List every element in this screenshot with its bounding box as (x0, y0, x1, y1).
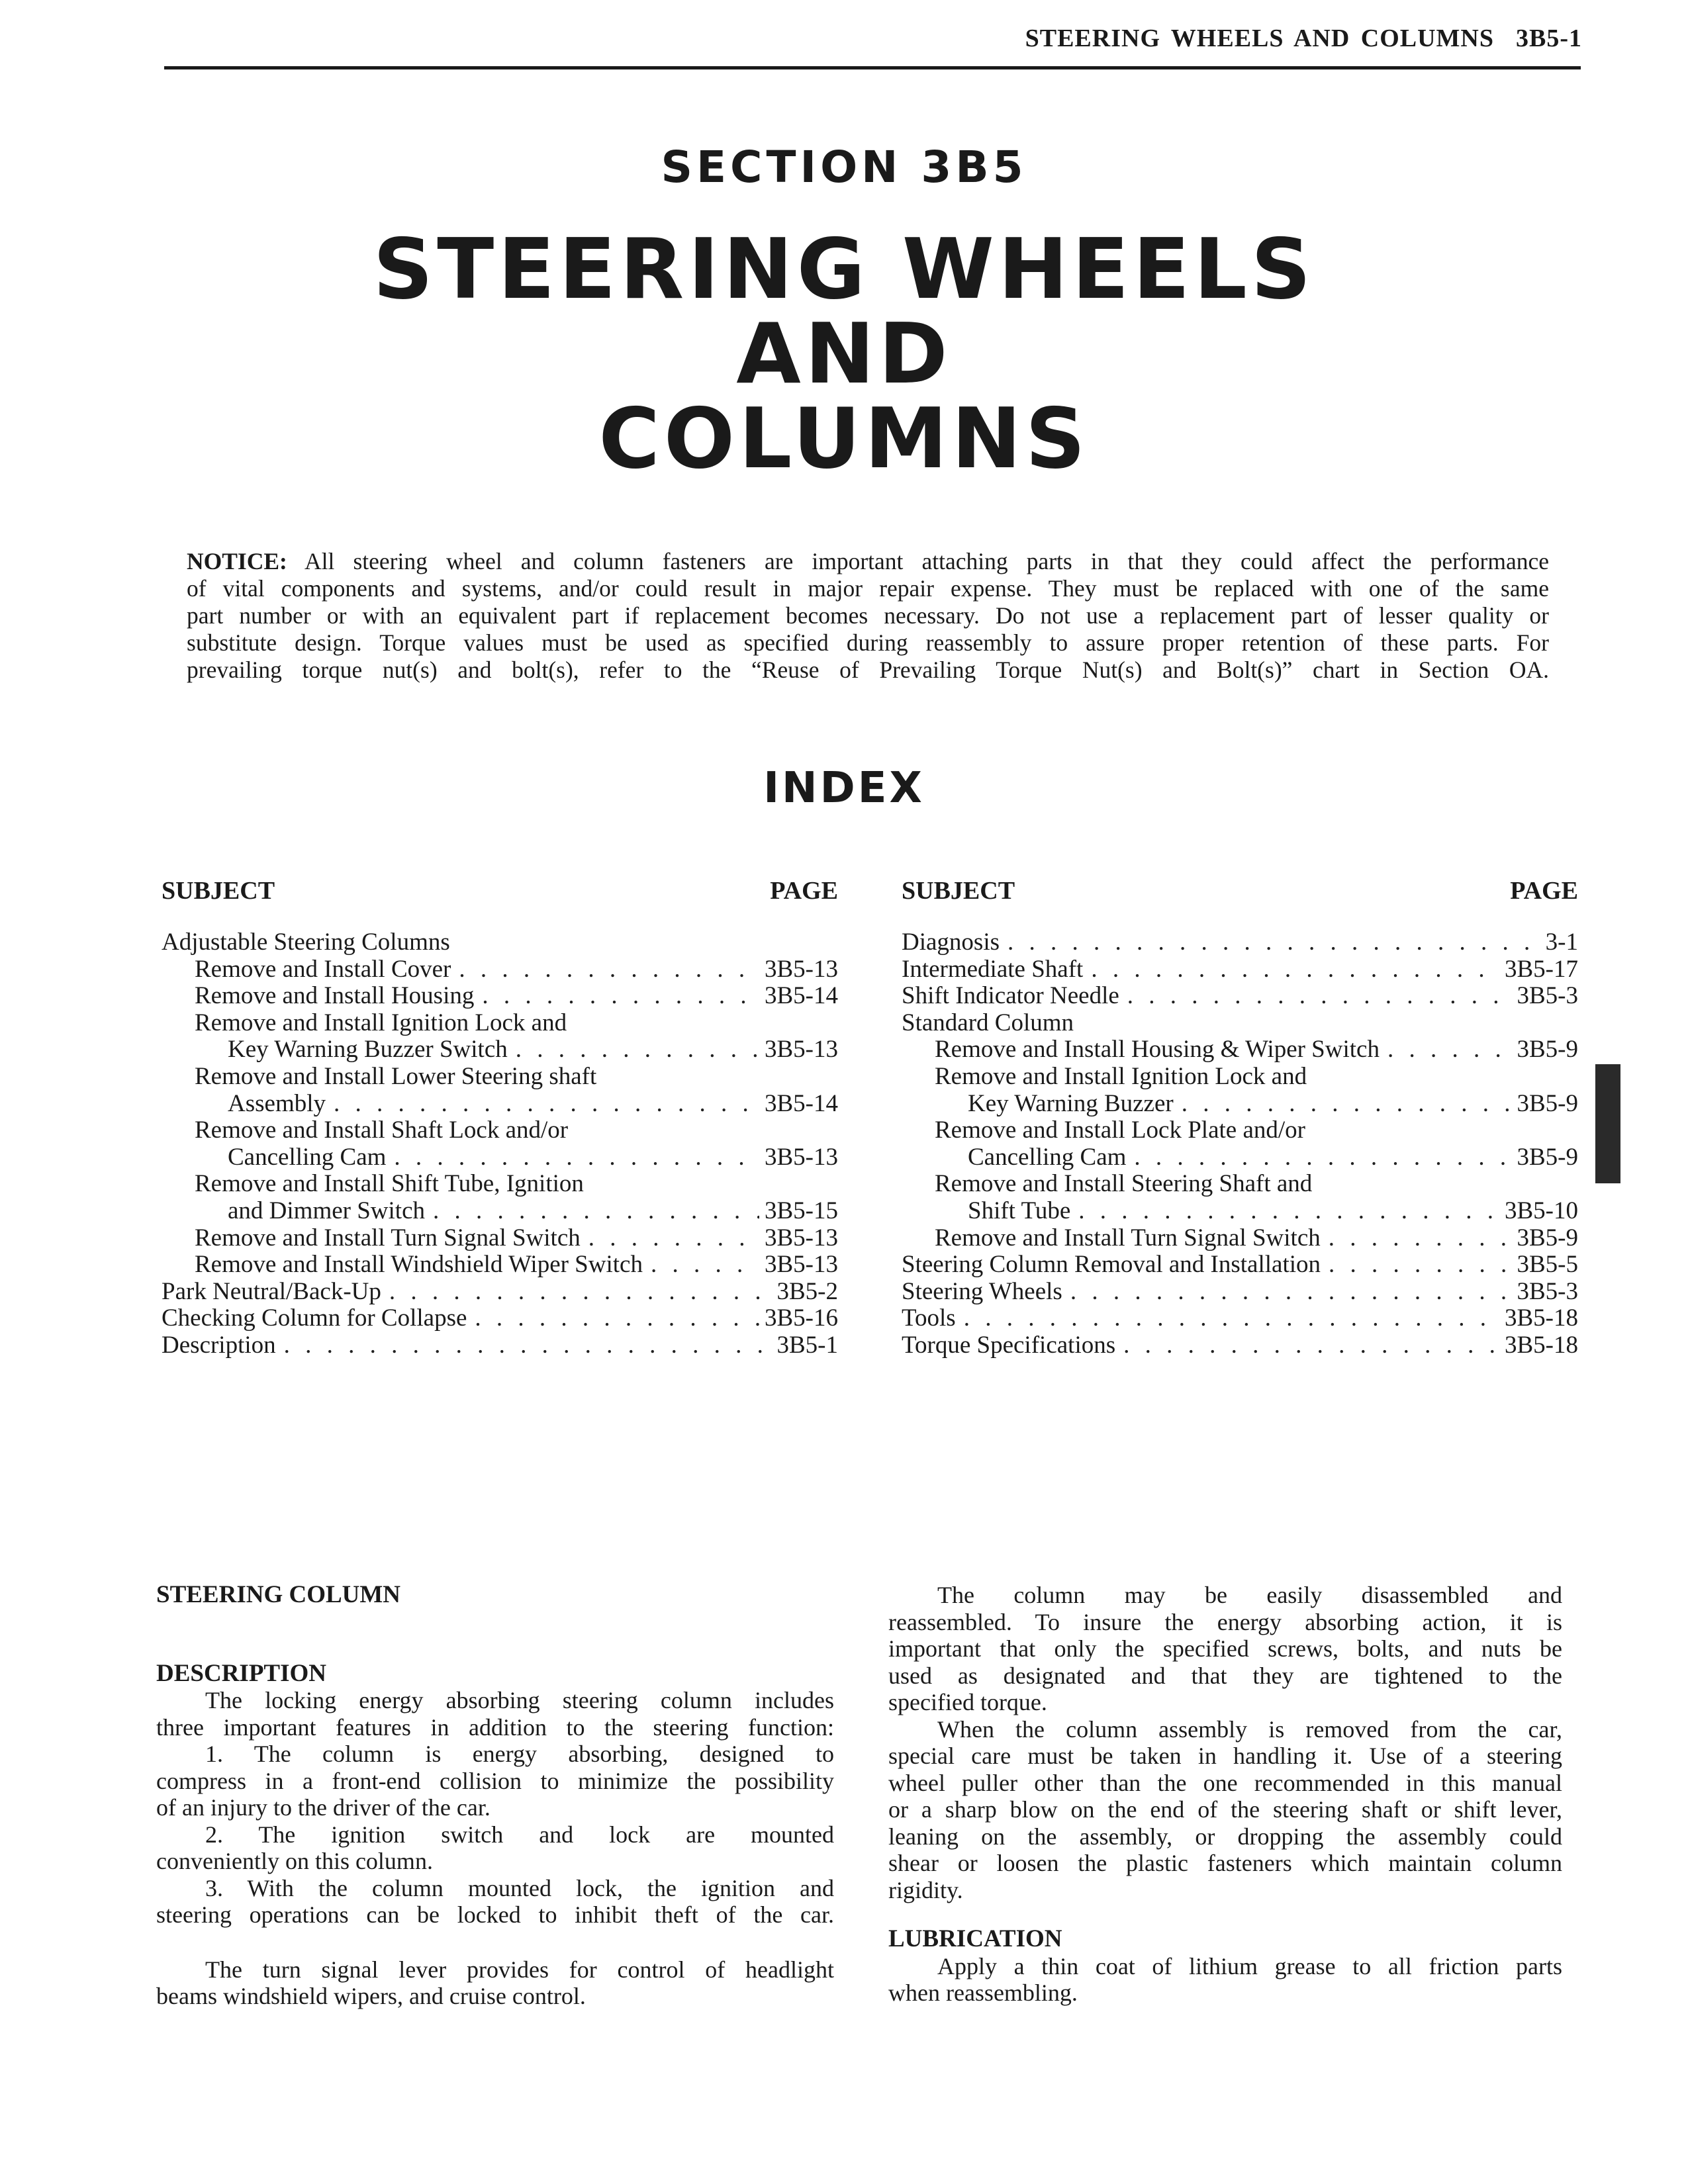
dot-leader (1115, 1332, 1499, 1359)
dot-leader (1062, 1279, 1512, 1306)
index-entry-page: 3B5-13 (765, 1224, 838, 1251)
index-entry-page: 3B5-5 (1517, 1251, 1578, 1279)
index-entry-page: 3B5-14 (765, 1089, 838, 1117)
index-entry-page: 3B5-3 (1517, 1277, 1578, 1305)
body-line: leaning on the assembly, or dropping the assembly could (888, 1823, 1562, 1850)
index-entry-page: 3B5-13 (765, 1143, 838, 1171)
index-entry-page: 3B5-17 (1505, 955, 1578, 983)
index-entry-page: 3B5-1 (776, 1331, 838, 1359)
dot-leader (1126, 1144, 1511, 1171)
index-entry-subject: Remove and Install Windshield Wiper Switch (195, 1251, 643, 1279)
index-entry-subject: Remove and Install Housing (195, 982, 475, 1010)
body-line: rigidity. (888, 1876, 963, 1903)
body-line: three important features in addition to the steering function: (156, 1713, 834, 1741)
index-entry-subject: Adjustable Steering Columns (162, 929, 450, 956)
index-entry-subject: Steering Wheels (902, 1277, 1062, 1305)
index-entry-subject: Key Warning Buzzer Switch (228, 1036, 508, 1064)
index-entry-subject: Remove and Install Lower Steering shaft (195, 1062, 597, 1090)
running-title: STEERING WHEELS AND COLUMNS (1025, 24, 1494, 52)
notice-line: All steering wheel and column fasteners are important attaching parts in that they could affect the performance (305, 548, 1550, 574)
index-entry-subject: Remove and Install Ignition Lock and (195, 1009, 567, 1036)
body-line: used as designated and that they are tightened to the (888, 1662, 1562, 1689)
index-entry (162, 1225, 838, 1252)
description-heading: DESCRIPTION (156, 1659, 326, 1687)
index-entry (162, 1117, 838, 1144)
body-line: wheel puller other than the one recommended in this manual (888, 1769, 1562, 1796)
index-entry (902, 1198, 1578, 1225)
index-entry (902, 1144, 1578, 1171)
index-entry (902, 983, 1578, 1010)
dot-leader (508, 1036, 759, 1064)
index-entry-page: 3B5-2 (776, 1277, 838, 1305)
index-entry (162, 1279, 838, 1306)
body-line: when reassembling. (888, 1979, 1078, 2006)
index-entry-subject: Tools (902, 1304, 956, 1332)
index-entry (162, 1091, 838, 1118)
index-entry-subject: Remove and Install Cover (195, 955, 451, 983)
index-entry-page: 3B5-15 (765, 1197, 838, 1224)
subject-label: SUBJECT (902, 877, 1015, 905)
body-line: When the column assembly is removed from the car, (937, 1715, 1562, 1743)
index-entry (902, 1036, 1578, 1064)
dot-leader (1070, 1198, 1499, 1225)
dot-leader (1321, 1225, 1512, 1252)
header-rule (164, 66, 1581, 69)
index-entry (162, 1036, 838, 1064)
dot-leader (474, 983, 759, 1010)
index-entry-subject: Standard Column (902, 1009, 1074, 1036)
index-entry-subject: Cancelling Cam (228, 1143, 387, 1171)
section-thumb-tab (1595, 1064, 1620, 1183)
index-entry-subject: Park Neutral/Back-Up (162, 1277, 381, 1305)
running-header (1025, 24, 1582, 53)
index-entry-page: 3B5-13 (765, 955, 838, 983)
index-heading: INDEX (763, 764, 925, 813)
index-entry-page: 3B5-3 (1517, 982, 1578, 1010)
index-entry (902, 1251, 1578, 1279)
index-entry (902, 956, 1578, 983)
body-line: Apply a thin coat of lithium grease to all friction parts (937, 1952, 1562, 1979)
index-entry-subject: Key Warning Buzzer (968, 1089, 1174, 1117)
dot-leader (467, 1305, 759, 1332)
index-entry-subject: Remove and Install Lock Plate and/or (935, 1116, 1305, 1144)
body-line: specified torque. (888, 1689, 1047, 1715)
index-entry (902, 1279, 1578, 1306)
dot-leader (451, 956, 759, 983)
index-entry-subject: Description (162, 1331, 276, 1359)
index-entry (902, 1091, 1578, 1118)
index-entry-subject: Shift Indicator Needle (902, 982, 1119, 1010)
index-header-row (162, 878, 838, 907)
steering-column-heading: STEERING COLUMN (156, 1581, 401, 1608)
index-entry-page: 3B5-16 (765, 1304, 838, 1332)
index-entry (162, 1064, 838, 1091)
body-line: conveniently on this column. (156, 1848, 433, 1874)
index-entry-subject: Remove and Install Shift Tube, Ignition (195, 1170, 584, 1198)
body-line: important that only the specified screws, bolts, and nuts be (888, 1635, 1562, 1662)
index-entry (162, 956, 838, 983)
index-entry (902, 1305, 1578, 1332)
dot-leader (1119, 983, 1512, 1010)
index-entry-subject: Remove and Install Shaft Lock and/or (195, 1116, 569, 1144)
index-entry (162, 1251, 838, 1279)
index-right-column (902, 878, 1578, 1359)
index-entry (902, 1117, 1578, 1144)
subject-label: SUBJECT (162, 877, 275, 905)
dot-leader (381, 1279, 772, 1306)
index-left-list (162, 929, 838, 1359)
notice-line: prevailing torque nut(s) and bolt(s), refer to the “Reuse of Prevailing Torque Nut(s) and Bolt(s)” chart in Section OA. (187, 657, 1549, 683)
index-entry (162, 1171, 838, 1198)
index-entry-subject: Remove and Install Turn Signal Switch (935, 1224, 1321, 1251)
index-header-row (902, 878, 1578, 907)
index-entry (902, 1225, 1578, 1252)
index-entry-page: 3B5-18 (1505, 1331, 1578, 1359)
index-entry-subject: Checking Column for Collapse (162, 1304, 467, 1332)
body-left-column (156, 1582, 834, 2010)
index-entry-page: 3B5-13 (765, 1251, 838, 1279)
index-entry-page: 3B5-18 (1505, 1304, 1578, 1332)
body-line: reassembled. To insure the energy absorbing action, it is (888, 1608, 1562, 1635)
dot-leader (1321, 1251, 1511, 1279)
index-entry (162, 1198, 838, 1225)
dot-leader (386, 1144, 759, 1171)
index-entry (162, 1010, 838, 1037)
index-entry (162, 929, 838, 956)
index-left-column (162, 878, 838, 1359)
body-line: shear or loosen the plastic fasteners which maintain column (888, 1850, 1562, 1876)
body-line: special care must be taken in handling it. Use of a steering (888, 1743, 1562, 1769)
index-entry (902, 1010, 1578, 1037)
index-entry-page: 3B5-13 (765, 1036, 838, 1064)
index-entry (162, 983, 838, 1010)
index-entry (902, 1332, 1578, 1359)
section-label: SECTION 3B5 (661, 142, 1027, 193)
body-line: 3. With the column mounted lock, the ignition and (205, 1874, 834, 1901)
title-line-1: STEERING WHEELS (373, 220, 1315, 318)
body-line: The locking energy absorbing steering column includes (205, 1687, 834, 1713)
body-line: The column may be easily disassembled and (937, 1582, 1562, 1608)
notice-line: part number or with an equivalent part if replacement becomes necessary. Do not use a replacement part of lesser quality or (187, 602, 1549, 629)
index-entry-subject: Remove and Install Steering Shaft and (935, 1170, 1313, 1198)
index-entry-subject: Cancelling Cam (968, 1143, 1127, 1171)
page-label: PAGE (770, 877, 838, 905)
dot-leader (1174, 1091, 1512, 1118)
body-line: 1. The column is energy absorbing, designed to (205, 1741, 834, 1767)
body-line: steering operations can be locked to inhibit theft of the car. (156, 1901, 834, 1928)
notice-line: substitute design. Torque values must be used as specified during reassembly to assure proper retention of these parts. For (187, 629, 1549, 656)
dot-leader (1000, 929, 1540, 956)
index-entry-subject: Remove and Install Ignition Lock and (935, 1062, 1307, 1090)
index-entry (162, 1305, 838, 1332)
dot-leader (276, 1332, 772, 1359)
index-entry-subject: Assembly (228, 1089, 326, 1117)
index-right-list (902, 929, 1578, 1359)
index-entry-subject: Torque Specifications (902, 1331, 1116, 1359)
dot-leader (581, 1225, 759, 1252)
dot-leader (956, 1305, 1499, 1332)
index-entry (162, 1332, 838, 1359)
index-entry-page: 3B5-9 (1517, 1089, 1578, 1117)
index-entry-subject: Intermediate Shaft (902, 955, 1084, 983)
dot-leader (425, 1198, 759, 1225)
page-label: PAGE (1510, 877, 1578, 905)
index-entry-subject: Remove and Install Turn Signal Switch (195, 1224, 581, 1251)
title-line-3: COLUMNS (598, 390, 1090, 487)
index-entry-subject: Shift Tube (968, 1197, 1071, 1224)
index-entry-page: 3B5-9 (1517, 1224, 1578, 1251)
page-number: 3B5-1 (1516, 24, 1582, 52)
index-entry-page: 3B5-9 (1517, 1036, 1578, 1064)
body-line: beams windshield wipers, and cruise control. (156, 1983, 586, 2009)
index-entry-subject: Remove and Install Housing & Wiper Switch (935, 1036, 1380, 1064)
body-line: compress in a front-end collision to minimize the possibility (156, 1767, 834, 1794)
index-entry-subject: Diagnosis (902, 929, 1000, 956)
notice-paragraph (187, 548, 1549, 684)
notice-label: NOTICE: (187, 548, 287, 574)
index-entry (162, 1144, 838, 1171)
index-entry-page: 3B5-9 (1517, 1143, 1578, 1171)
notice-line: of vital components and systems, and/or could result in major repair expense. They must be replaced with one of the same (187, 575, 1549, 602)
index-entry-page: 3B5-10 (1505, 1197, 1578, 1224)
body-line: 2. The ignition switch and lock are mounted (205, 1821, 834, 1848)
dot-leader (326, 1091, 759, 1118)
body-line: or a sharp blow on the end of the steering shaft or shift lever, (888, 1796, 1562, 1823)
body-line: The turn signal lever provides for control of headlight (205, 1956, 834, 1983)
body-right-column (888, 1582, 1562, 2007)
dot-leader (643, 1251, 759, 1279)
index-entry-subject: and Dimmer Switch (228, 1197, 426, 1224)
lubrication-heading: LUBRICATION (888, 1925, 1062, 1952)
dot-leader (1083, 956, 1499, 983)
index-entry (902, 929, 1578, 956)
index-entry-page: 3B5-14 (765, 982, 838, 1010)
index-entry (902, 1171, 1578, 1198)
index-entry-subject: Steering Column Removal and Installation (902, 1251, 1321, 1279)
index-entry-page: 3-1 (1545, 929, 1578, 956)
dot-leader (1380, 1036, 1512, 1064)
title-line-2: AND (736, 305, 952, 402)
body-line: of an injury to the driver of the car. (156, 1794, 491, 1821)
index-entry (902, 1064, 1578, 1091)
